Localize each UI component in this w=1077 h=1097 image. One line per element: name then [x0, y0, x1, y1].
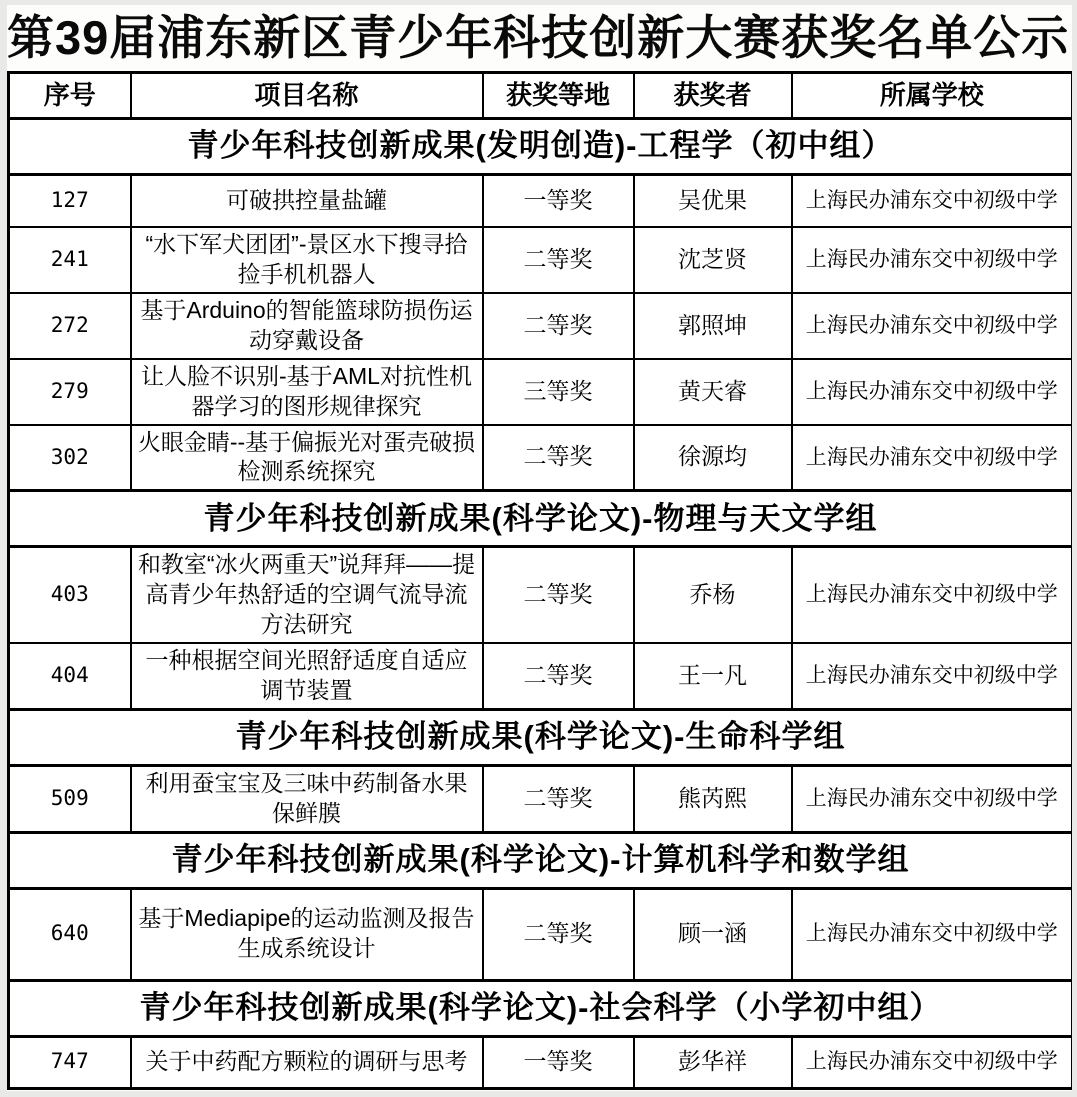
cell-school: 上海民办浦东交中初级中学 [792, 227, 1073, 293]
section-header-row [9, 832, 1073, 888]
cell-award: 二等奖 [483, 643, 634, 709]
table-row [9, 765, 1073, 832]
document-sheet [7, 5, 1072, 1091]
cell-project: 可破拱控量盐罐 [131, 175, 483, 227]
col-header-winner: 获奖者 [634, 73, 792, 119]
cell-award: 二等奖 [483, 227, 634, 293]
page-title: 第39届浦东新区青少年科技创新大赛获奖名单公示 [7, 11, 1070, 64]
cell-school: 上海民办浦东交中初级中学 [792, 425, 1073, 491]
awards-table [7, 71, 1072, 1090]
cell-project: 关于中药配方颗粒的调研与思考 [131, 1036, 483, 1088]
section-title: 青少年科技创新成果(科学论文)-物理与天文学组 [9, 491, 1073, 547]
cell-school: 上海民办浦东交中初级中学 [792, 888, 1073, 980]
cell-award: 二等奖 [483, 765, 634, 832]
cell-no: 241 [9, 227, 131, 293]
cell-project: 利用蚕宝宝及三味中药制备水果保鲜膜 [131, 765, 483, 832]
cell-winner: 乔杨 [634, 547, 792, 643]
cell-no: 404 [9, 643, 131, 709]
cell-award: 一等奖 [483, 175, 634, 227]
cell-award: 二等奖 [483, 425, 634, 491]
cell-award: 二等奖 [483, 547, 634, 643]
cell-winner: 黄天睿 [634, 359, 792, 425]
table-row [9, 175, 1073, 227]
cell-school: 上海民办浦东交中初级中学 [792, 765, 1073, 832]
cell-winner: 熊芮熙 [634, 765, 792, 832]
cell-project: 基于Arduino的智能篮球防损伤运动穿戴设备 [131, 293, 483, 359]
cell-no: 747 [9, 1036, 131, 1088]
cell-award: 二等奖 [483, 293, 634, 359]
col-header-project: 项目名称 [131, 73, 483, 119]
cell-project: 和教室“冰火两重天”说拜拜——提高青少年热舒适的空调气流导流方法研究 [131, 547, 483, 643]
table-row [9, 425, 1073, 491]
cell-no: 127 [9, 175, 131, 227]
col-header-award: 获奖等地 [483, 73, 634, 119]
cell-no: 302 [9, 425, 131, 491]
section-title: 青少年科技创新成果(科学论文)-计算机科学和数学组 [9, 832, 1073, 888]
table-row [9, 359, 1073, 425]
cell-award: 三等奖 [483, 359, 634, 425]
cell-no: 403 [9, 547, 131, 643]
section-header-row [9, 119, 1073, 175]
cell-no: 279 [9, 359, 131, 425]
cell-award: 一等奖 [483, 1036, 634, 1088]
section-title: 青少年科技创新成果(发明创造)-工程学（初中组） [9, 119, 1073, 175]
cell-project: 让人脸不识别-基于AML对抗性机器学习的图形规律探究 [131, 359, 483, 425]
table-row [9, 1036, 1073, 1088]
cell-winner: 彭华祥 [634, 1036, 792, 1088]
cell-winner: 郭照坤 [634, 293, 792, 359]
cell-project: 基于Mediapipe的运动监测及报告生成系统设计 [131, 888, 483, 980]
cell-school: 上海民办浦东交中初级中学 [792, 359, 1073, 425]
table-row [9, 888, 1073, 980]
cell-winner: 吴优果 [634, 175, 792, 227]
table-row [9, 293, 1073, 359]
section-header-row [9, 491, 1073, 547]
cell-no: 272 [9, 293, 131, 359]
table-row [9, 227, 1073, 293]
table-row [9, 547, 1073, 643]
cell-project: “水下军犬团团”-景区水下搜寻拾捡手机机器人 [131, 227, 483, 293]
cell-no: 509 [9, 765, 131, 832]
cell-school: 上海民办浦东交中初级中学 [792, 293, 1073, 359]
col-header-school: 所属学校 [792, 73, 1073, 119]
table-row [9, 643, 1073, 709]
section-header-row [9, 709, 1073, 765]
cell-winner: 王一凡 [634, 643, 792, 709]
cell-school: 上海民办浦东交中初级中学 [792, 175, 1073, 227]
cell-project: 一种根据空间光照舒适度自适应调节装置 [131, 643, 483, 709]
cell-school: 上海民办浦东交中初级中学 [792, 547, 1073, 643]
cell-winner: 顾一涵 [634, 888, 792, 980]
cell-no: 640 [9, 888, 131, 980]
table-header-row [9, 73, 1073, 119]
col-header-no: 序号 [9, 73, 131, 119]
cell-school: 上海民办浦东交中初级中学 [792, 1036, 1073, 1088]
section-title: 青少年科技创新成果(科学论文)-生命科学组 [9, 709, 1073, 765]
cell-project: 火眼金睛--基于偏振光对蛋壳破损检测系统探究 [131, 425, 483, 491]
cell-award: 二等奖 [483, 888, 634, 980]
cell-winner: 徐源均 [634, 425, 792, 491]
section-title: 青少年科技创新成果(科学论文)-社会科学（小学初中组） [9, 980, 1073, 1036]
cell-school: 上海民办浦东交中初级中学 [792, 643, 1073, 709]
section-header-row [9, 980, 1073, 1036]
cell-winner: 沈芝贤 [634, 227, 792, 293]
